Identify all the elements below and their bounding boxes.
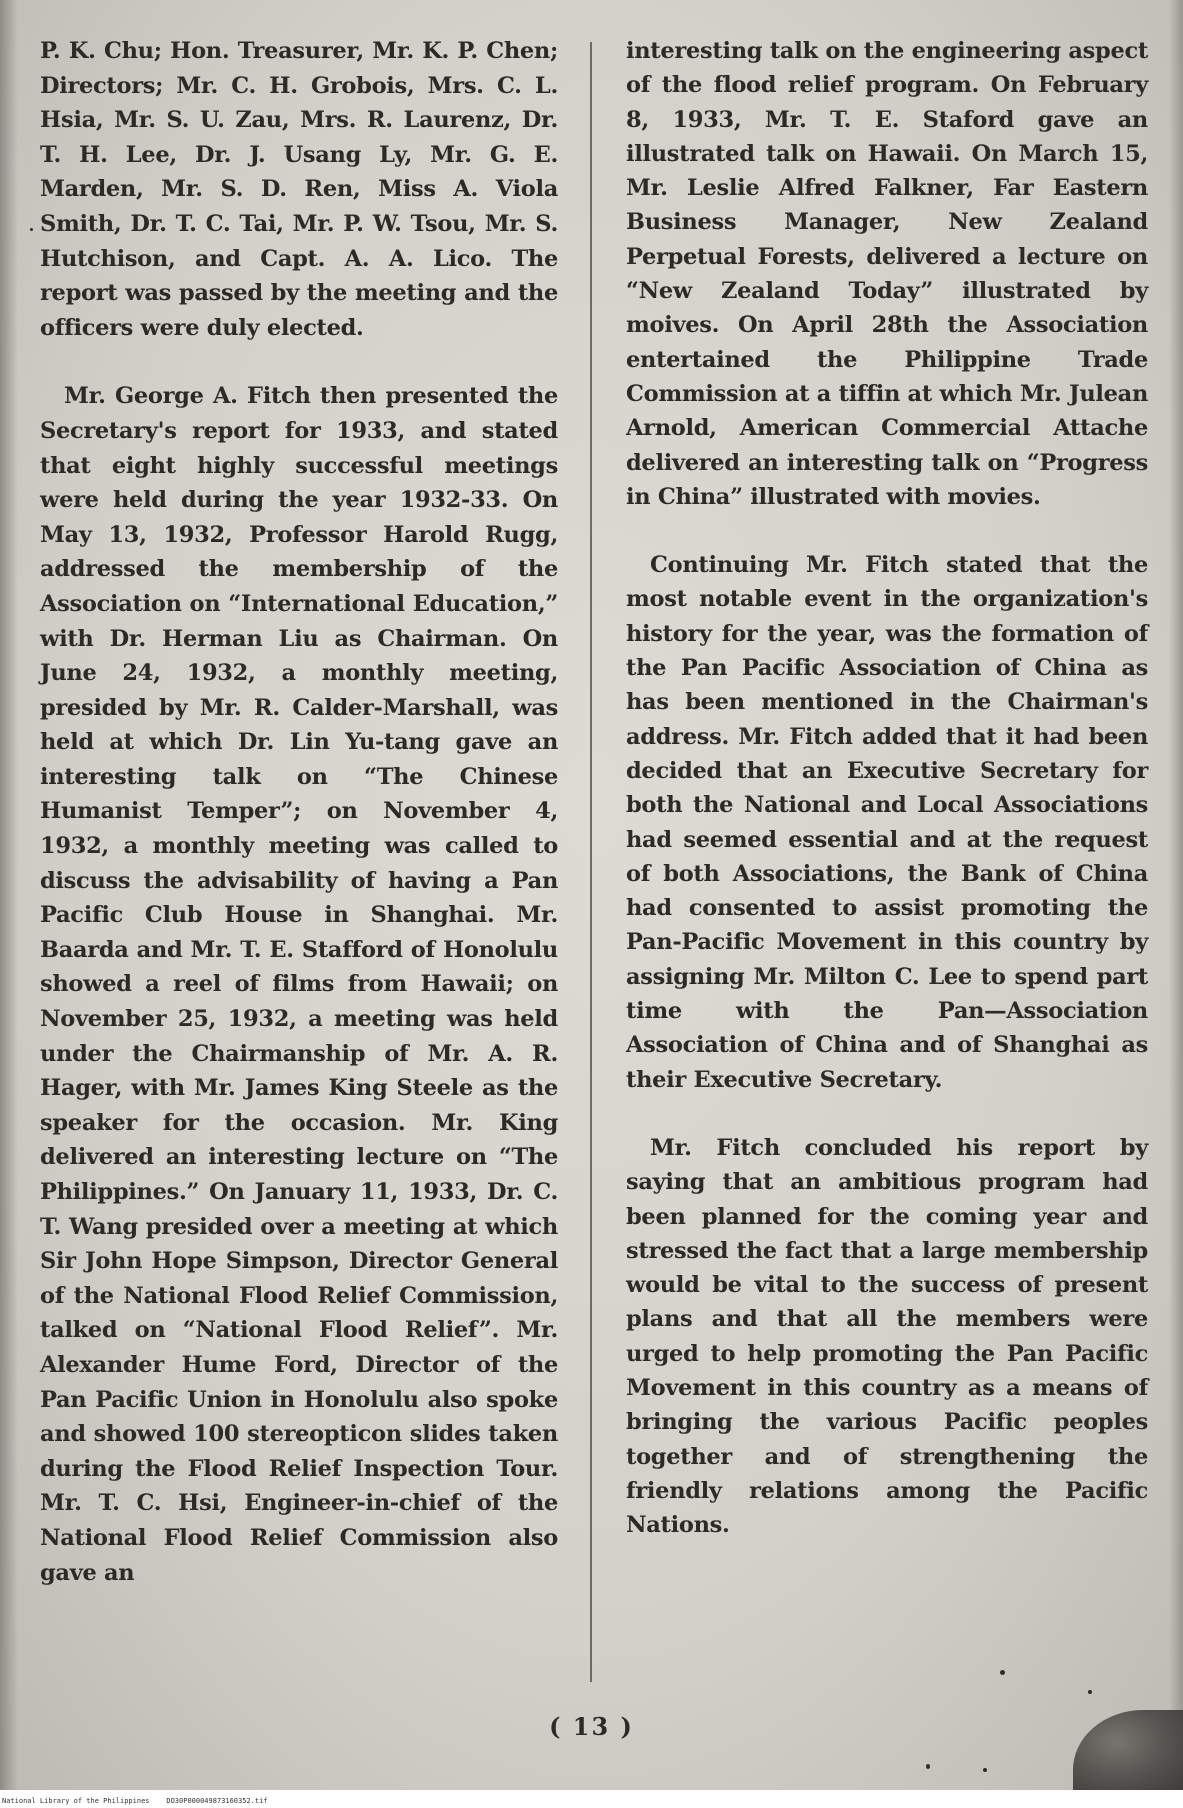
page-number: ( 13 ) <box>549 1712 634 1741</box>
left-column <box>40 34 558 1590</box>
speck-mark <box>983 1768 987 1772</box>
right-paragraph-2: Continuing Mr. Fitch stated that the most notable event in the organization's history for the year, was the formation of the Pan Pacific Association of China as has been mentioned in the Chairman's address. Mr. Fitch added that it had been decided that an Executive Secretary for both the National and Local Associations had seemed essential and at the request of both Associations, the Bank of China had consented to assist promoting the Pan-Pacific Movement in this country by assigning Mr. Milton C. Lee to spend part time with the Pan—Association Association of China and of Shanghai as their Executive Secretary. <box>626 552 1148 1093</box>
page-edge-shadow-right <box>1169 0 1183 1790</box>
speck-mark <box>1088 1690 1092 1694</box>
footer-caption <box>2 1797 268 1806</box>
speck-mark <box>30 228 33 231</box>
left-paragraph-1: P. K. Chu; Hon. Treasurer, Mr. K. P. Chen; Directors; Mr. C. H. Grobois, Mrs. C. L. Hsia, Mr. S. U. Zau, Mrs. R. Laurenz, Dr. T. H. Lee, Dr. J. Usang Ly, Mr. G. E. Marden, Mr. S. D. Ren, Miss A. Viola Smith, Dr. T. C. Tai, Mr. P. W. Tsou, Mr. S. Hutchison, and Capt. A. A. Lico. The report was passed by the meeting and the officers were duly elected. <box>40 38 558 341</box>
page-edge-shadow-left <box>0 0 18 1790</box>
footer-file-id: DO30P000049873160352.tif <box>166 1797 268 1805</box>
right-paragraph-1: interesting talk on the engineering aspect of the flood relief program. On February 8, 1933, Mr. T. E. Staford gave an illustrated talk on Hawaii. On March 15, Mr. Leslie Alfred Falkner, Far Eastern Business Manager, New Zealand Perpetual Forests, delivered a lecture on “New Zealand Today” illustrated by moives. On April 28th the Association entertained the Philippine Trade Commission at a tiffin at which Mr. Julean Arnold, American Commercial Attache delivered an interesting talk on “Progress in China” illustrated with movies. <box>626 38 1148 510</box>
right-column <box>626 34 1148 1542</box>
footer-library: National Library of the Philippines <box>2 1797 150 1805</box>
speck-mark <box>926 1764 930 1769</box>
left-paragraph-2: Mr. George A. Fitch then presented the Secretary's report for 1933, and stated that eight highly successful meetings were held during the year 1932-33. On May 13, 1932, Professor Harold Rugg, addressed the membership of the Association on “International Education,” with Dr. Herman Liu as Chairman. On June 24, 1932, a monthly meeting, presided by Mr. R. Calder-Marshall, was held at which Dr. Lin Yu-tang gave an interesting talk on “The Chinese Humanist Temper”; on November 4, 1932, a monthly meeting was called to discuss the advisability of having a Pan Pacific Club House in Shanghai. Mr. Baarda and Mr. T. E. Stafford of Honolulu showed a reel of films from Hawaii; on November 25, 1932, a meeting was held under the Chairmanship of Mr. A. R. Hager, with Mr. James King Steele as the speaker for the occasion. Mr. King delivered an interesting lecture on “The Philippines.” On January 11, 1933, Dr. C. T. Wang presided over a meeting at which Sir John Hope Simpson, Director General of the National Flood Relief Commission, talked on “National Flood Relief”. Mr. Alexander Hume Ford, Director of the Pan Pacific Union in Honolulu also spoke and showed 100 stereopticon slides taken during the Flood Relief Inspection Tour. Mr. T. C. Hsi, Engineer-in-chief of the National Flood Relief Commission also gave an <box>40 383 558 1586</box>
right-paragraph-3: Mr. Fitch concluded his report by saying that an ambitious program had been planned for the coming year and stressed the fact that a large membership would be vital to the success of present plans and that all the members were urged to help promoting the Pan Pacific Movement in this country as a means of bringing the various Pacific peoples together and of strengthening the friendly relations among the Pacific Nations. <box>626 1134 1148 1539</box>
speck-mark <box>1000 1670 1005 1675</box>
column-divider <box>590 42 592 1682</box>
